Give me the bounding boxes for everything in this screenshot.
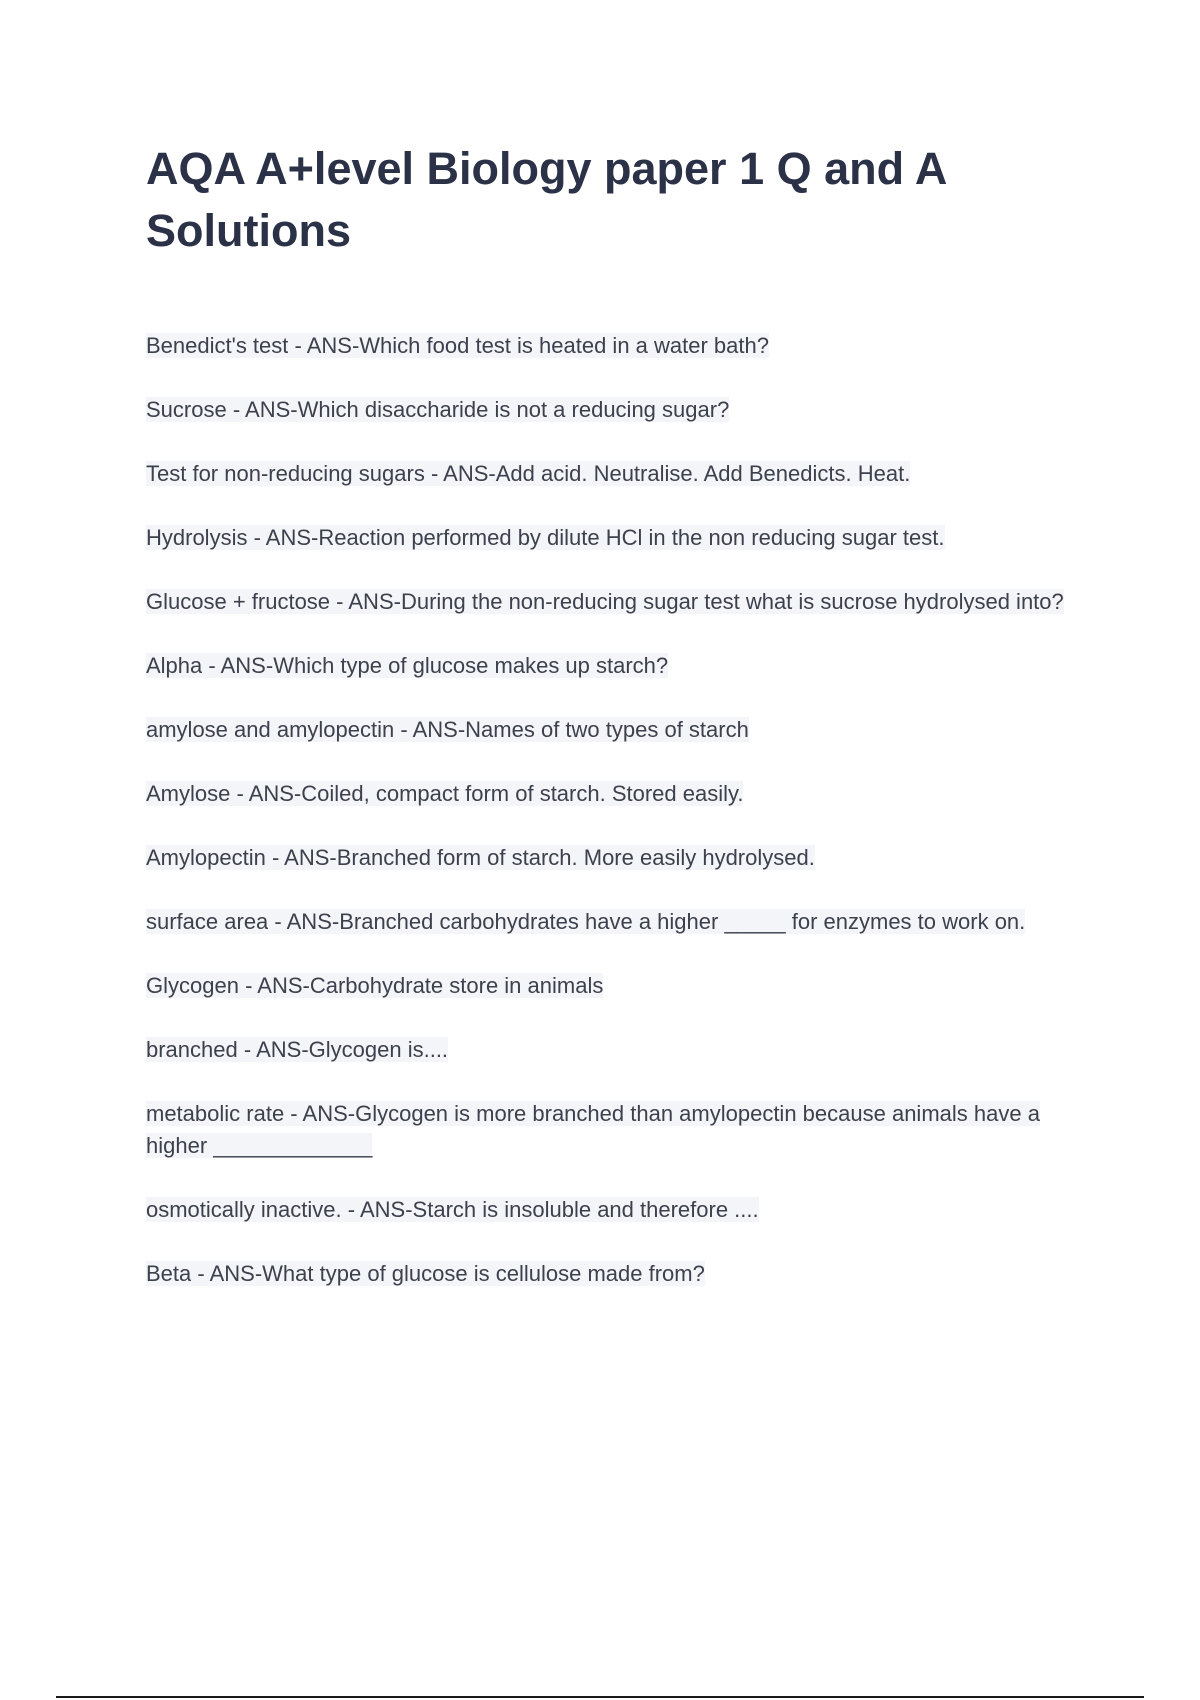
qa-item-12 [146, 1034, 1076, 1066]
qa-question: Which food test is heated in a water bath? [359, 333, 769, 358]
qa-item-6 [146, 650, 1076, 682]
qa-item-9 [146, 842, 1076, 874]
qa-separator: - ANS- [226, 397, 298, 422]
qa-term: Hydrolysis [146, 525, 248, 550]
qa-item-8 [146, 778, 1076, 810]
qa-term: Sucrose [146, 397, 227, 422]
qa-item-13 [146, 1098, 1076, 1162]
qa-item-2 [146, 394, 1076, 426]
qa-item-15 [146, 1258, 1076, 1290]
qa-question: Glycogen is more branched than amylopectin because animals have a higher _____________ [146, 1101, 1040, 1158]
qa-separator: - ANS- [424, 461, 496, 486]
qa-separator: - ANS- [341, 1197, 413, 1222]
qa-term: Glycogen [146, 973, 239, 998]
qa-term: Beta [146, 1261, 192, 1286]
qa-question: Glycogen is.... [308, 1037, 449, 1062]
footer-divider [56, 1696, 1144, 1698]
qa-question: Add acid. Neutralise. Add Benedicts. Heat. [495, 461, 911, 486]
qa-separator: - ANS- [202, 653, 274, 678]
qa-list [146, 330, 1076, 1322]
qa-item-4 [146, 522, 1076, 554]
qa-separator: - ANS- [330, 589, 401, 614]
qa-item-7 [146, 714, 1076, 746]
qa-question: Coiled, compact form of starch. Stored easily. [301, 781, 744, 806]
qa-separator: - ANS- [394, 717, 466, 742]
qa-separator: - ANS- [238, 973, 310, 998]
qa-question: Which type of glucose makes up starch? [273, 653, 669, 678]
qa-separator: - ANS- [288, 333, 360, 358]
qa-term: Alpha [146, 653, 203, 678]
qa-term: Benedict's test [146, 333, 289, 358]
qa-item-5 [146, 586, 1076, 618]
qa-separator: - ANS- [191, 1261, 263, 1286]
qa-separator: - ANS- [237, 1037, 309, 1062]
qa-term: osmotically inactive. [146, 1197, 342, 1222]
qa-separator: - ANS- [268, 909, 340, 934]
qa-question: Reaction performed by dilute HCl in the non reducing sugar test. [318, 525, 945, 550]
qa-term: branched [146, 1037, 238, 1062]
qa-term: Amylopectin [146, 845, 266, 870]
qa-question: During the non-reducing sugar test what is sucrose hydrolysed into? [400, 589, 1064, 614]
qa-separator: - ANS- [247, 525, 319, 550]
page-title: AQA A+level Biology paper 1 Q and A Solutions [146, 143, 946, 256]
qa-item-1 [146, 330, 1076, 362]
qa-item-14 [146, 1194, 1076, 1226]
qa-term: metabolic rate [146, 1101, 285, 1126]
qa-separator: - ANS- [284, 1101, 356, 1126]
qa-question: Carbohydrate store in animals [309, 973, 604, 998]
qa-term: Glucose + fructose [146, 589, 331, 614]
qa-term: Amylose [146, 781, 231, 806]
qa-question: Which disaccharide is not a reducing sugar? [297, 397, 730, 422]
qa-question: Branched carbohydrates have a higher _____ for enzymes to work on. [339, 909, 1026, 934]
qa-term: surface area [146, 909, 269, 934]
qa-separator: - ANS- [265, 845, 337, 870]
qa-question: What type of glucose is cellulose made from? [262, 1261, 705, 1286]
qa-separator: - ANS- [230, 781, 302, 806]
qa-term: Test for non-reducing sugars [146, 461, 425, 486]
qa-question: Branched form of starch. More easily hydrolysed. [336, 845, 815, 870]
qa-question: Names of two types of starch [465, 717, 749, 742]
qa-item-3 [146, 458, 1076, 490]
qa-question: Starch is insoluble and therefore .... [412, 1197, 759, 1222]
qa-term: amylose and amylopectin [146, 717, 395, 742]
qa-item-11 [146, 970, 1076, 1002]
qa-item-10 [146, 906, 1076, 938]
